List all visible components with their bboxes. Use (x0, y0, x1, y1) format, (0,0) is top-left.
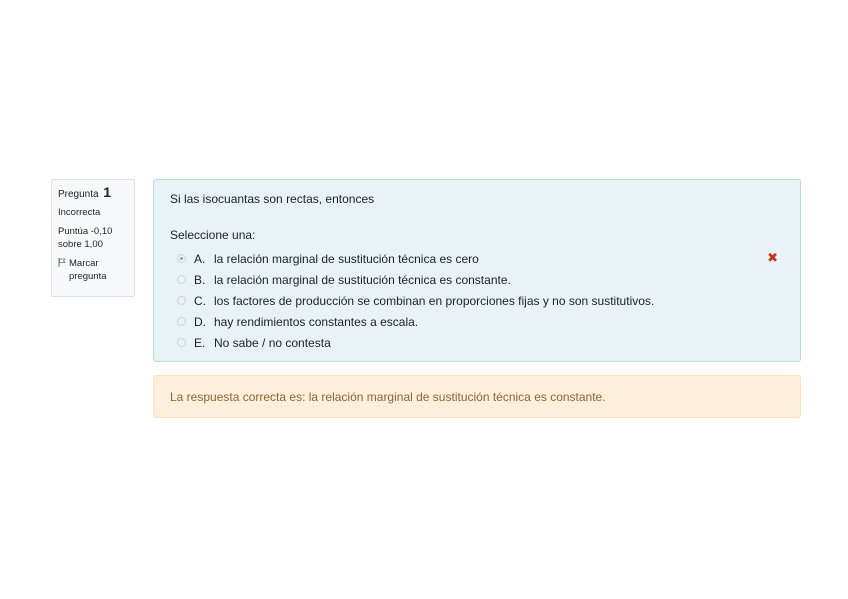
answer-radio-a[interactable] (177, 254, 186, 263)
question-number (58, 186, 128, 201)
question-grade: Puntúa -0,10 sobre 1,00 (58, 226, 113, 250)
question-info-panel (51, 179, 135, 297)
answer-radio-e[interactable] (177, 338, 186, 347)
answer-option-e[interactable] (170, 332, 784, 353)
right-answer-feedback (153, 375, 801, 418)
question-text: Si las isocuantas son rectas, entonces (170, 192, 375, 206)
question-formulation (153, 179, 801, 362)
answer-option-d[interactable] (170, 311, 784, 332)
answer-letter: A. (194, 251, 206, 266)
answer-letter: D. (194, 314, 206, 329)
incorrect-icon: ✖ (767, 250, 778, 265)
answer-prompt: Seleccione una: (170, 228, 256, 242)
flag-icon (58, 258, 66, 271)
answer-letter: C. (194, 293, 206, 308)
answer-option-b[interactable] (170, 269, 784, 290)
answer-radio-d[interactable] (177, 317, 186, 326)
answer-radio-b[interactable] (177, 275, 186, 284)
flag-question-link[interactable] (58, 257, 128, 283)
question-number-value: 1 (103, 184, 112, 200)
answer-option-c[interactable] (170, 290, 784, 311)
answer-text: la relación marginal de sustitución técnica es cero (214, 251, 479, 266)
question-label: Pregunta (58, 189, 99, 200)
answer-text: No sabe / no contesta (214, 335, 331, 350)
question-state: Incorrecta (58, 207, 101, 218)
answer-letter: E. (194, 335, 206, 350)
flag-question-label: Marcar pregunta (69, 258, 107, 282)
right-answer-text: La respuesta correcta es: la relación marginal de sustitución técnica es constante. (170, 389, 606, 404)
answer-text: los factores de producción se combinan en proporciones fijas y no son sustitutivos. (214, 293, 655, 308)
answer-letter: B. (194, 272, 206, 287)
answer-text: hay rendimientos constantes a escala. (214, 314, 419, 329)
answer-text: la relación marginal de sustitución técnica es constante. (214, 272, 511, 287)
answer-option-a[interactable] (170, 248, 784, 269)
answer-radio-c[interactable] (177, 296, 186, 305)
answer-list (170, 248, 784, 353)
